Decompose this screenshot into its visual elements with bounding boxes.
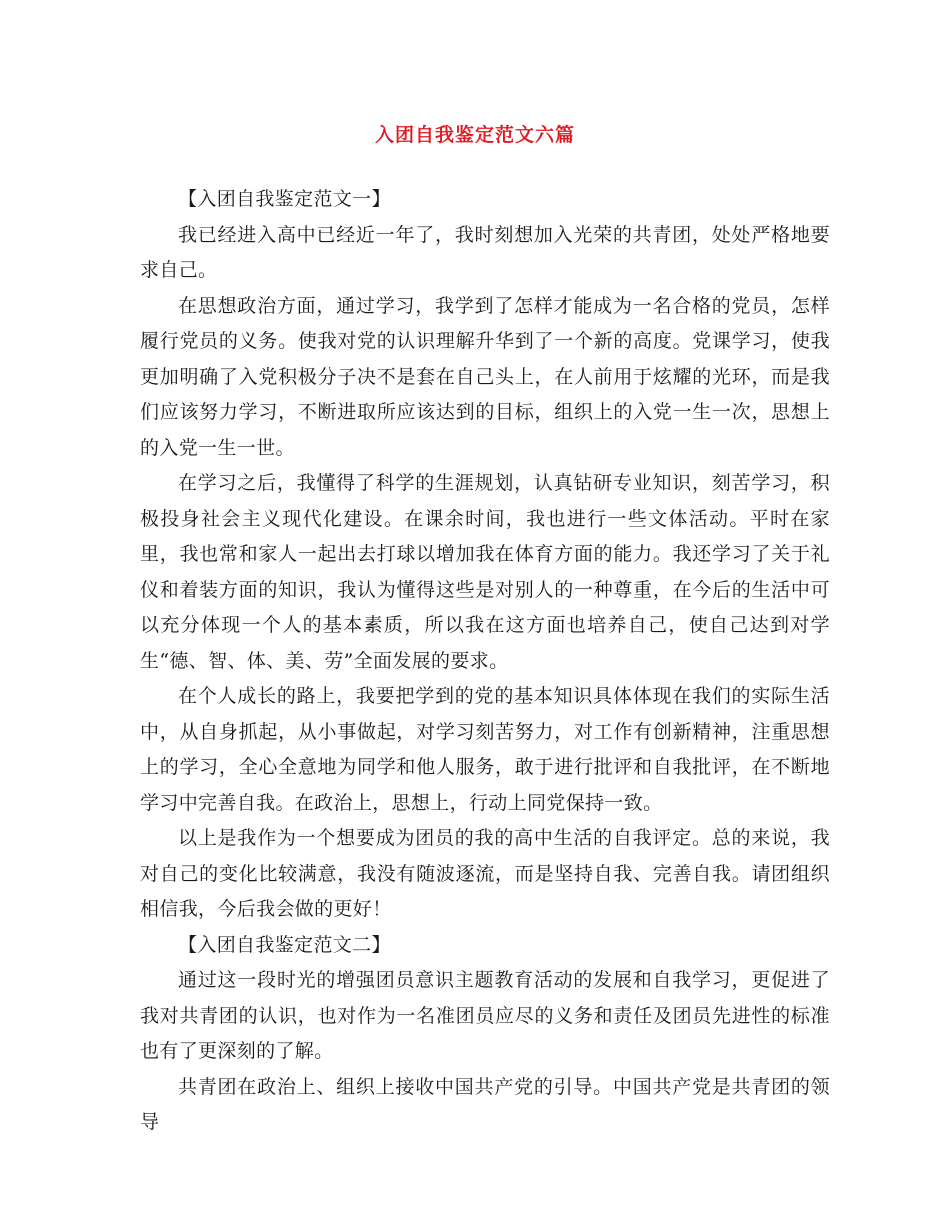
- paragraph: 在思想政治方面，通过学习，我学到了怎样才能成为一名合格的党员，怎样履行党员的义务。使我对党的认识理解升华到了一个新的高度。党课学习，使我更加明确了入党积极分子决不是套在自己头上，在人前用于炫耀的光环，而是我们应该努力学习，不断进取所应该达到的目标，组织上的入党一生一次，思想上的入党一生一世。: [140, 294, 830, 459]
- section-heading-2: 【入团自我鉴定范文二】: [178, 933, 391, 956]
- document-title: 入团自我鉴定范文六篇: [374, 124, 575, 146]
- paragraph: 以上是我作为一个想要成为团员的我的高中生活的自我评定。总的来说，我对自己的变化比较满意，我没有随波逐流，而是坚持自我、完善自我。请团组织相信我，今后我会做的更好！: [140, 827, 830, 920]
- paragraph: 我已经进入高中已经近一年了，我时刻想加入光荣的共青团，处处严格地要求自己。: [140, 223, 830, 281]
- paragraph: 通过这一段时光的增强团员意识主题教育活动的发展和自我学习，更促进了我对共青团的认识，也对作为一名准团员应尽的义务和责任及团员先进性的标准也有了更深刻的了解。: [140, 969, 830, 1062]
- paragraph: 共青团在政治上、组织上接收中国共产党的引导。中国共产党是共青团的领导: [140, 1075, 830, 1133]
- document-body: [140, 182, 830, 1141]
- paragraph: 在学习之后，我懂得了科学的生涯规划，认真钻研专业知识，刻苦学习，积极投身社会主义现代化建设。在课余时间，我也进行一些文体活动。平时在家里，我也常和家人一起出去打球以增加我在体育方面的能力。我还学习了关于礼仪和着装方面的知识，我认为懂得这些是对别人的一种尊重，在今后的生活中可以充分体现一个人的基本素质，所以我在这方面也培养自己，使自己达到对学生“德、智、体、美、劳”全面发展的要求。: [140, 472, 830, 672]
- section-heading-1: 【入团自我鉴定范文一】: [178, 188, 391, 210]
- paragraph: 在个人成长的路上，我要把学到的党的基本知识具体体现在我们的实际生活中，从自身抓起，从小事做起，对学习刻苦努力，对工作有创新精神，注重思想上的学习，全心全意地为同学和他人服务，敢于进行批评和自我批评，在不断地学习中完善自我。在政治上，思想上，行动上同党保持一致。: [140, 685, 830, 814]
